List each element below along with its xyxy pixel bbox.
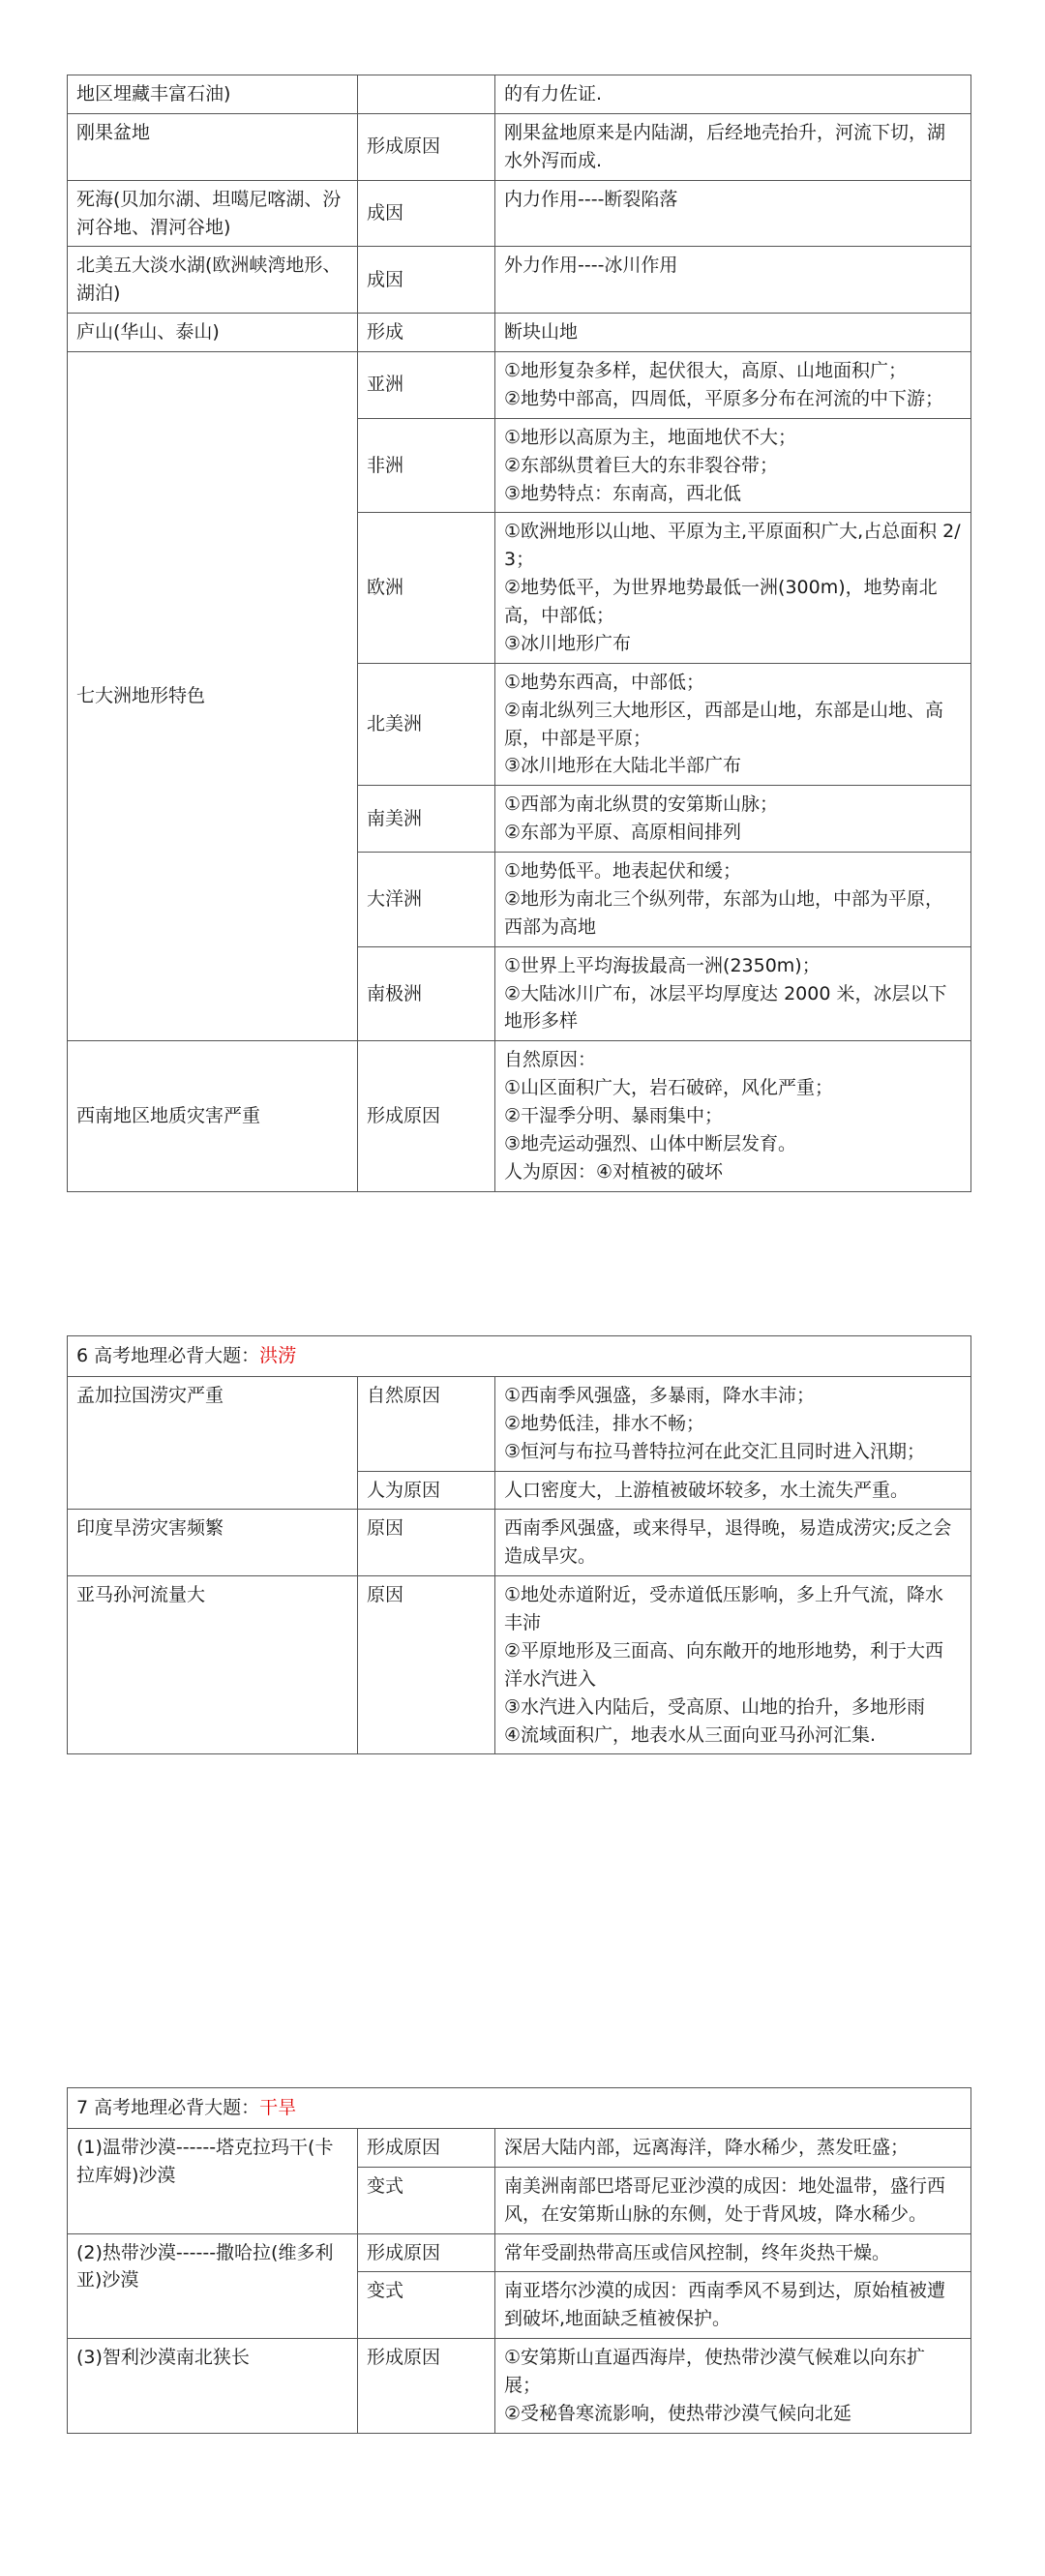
content-line: 人口密度大，上游植被破坏较多，水土流失严重。 — [504, 1479, 910, 1501]
content-line: ③水汽进入内陆后，受高原、山地的抬升，多地形雨 — [504, 1695, 926, 1718]
continent-name: 北美洲 — [358, 663, 495, 786]
row-content — [495, 2167, 971, 2233]
content-line: 人为原因：④对植被的破坏 — [504, 1160, 724, 1183]
row-content — [495, 1510, 971, 1576]
row-label: 形成 — [358, 314, 495, 352]
content-line: ②地势中部高，四周低，平原多分布在河流的中下游； — [504, 387, 944, 409]
continent-name: 南极洲 — [358, 946, 495, 1041]
flood-header-prefix: 6 高考地理必背大题： — [76, 1345, 260, 1366]
row-content — [495, 2272, 971, 2339]
content-line: 内力作用----断裂陷落 — [504, 188, 678, 210]
content-line: 外力作用----冰川作用 — [504, 255, 678, 277]
continent-features — [495, 946, 971, 1041]
table-row — [68, 2339, 971, 2434]
content-line: 南亚塔尔沙漠的成因：西南季风不易到达，原始植被遭到破坏,地面缺乏植被保护。 — [504, 2280, 946, 2330]
row-subject: (3)智利沙漠南北狭长 — [68, 2339, 358, 2434]
table-row — [68, 1576, 971, 1754]
content-line: 深居大陆内部，远离海洋，降水稀少，蒸发旺盛； — [504, 2136, 910, 2158]
drought-table — [67, 2087, 971, 2434]
content-line: ②地势低平，为世界地势最低一洲(300m)，地势南北高，中部低； — [504, 577, 938, 626]
row-label: 成因 — [358, 180, 495, 247]
flood-table-header — [68, 1336, 971, 1377]
row-label: 原因 — [358, 1576, 495, 1754]
table-row — [68, 1510, 971, 1576]
row-subject: 印度旱涝灾害频繁 — [68, 1510, 358, 1576]
content-line: 断块山地 — [504, 321, 579, 344]
row-subject: 孟加拉国涝灾严重 — [68, 1376, 358, 1510]
content-line: ④流域面积广，地表水从三面向亚马孙河汇集. — [504, 1723, 877, 1746]
continent-name: 南美洲 — [358, 786, 495, 853]
row-content — [495, 2233, 971, 2272]
content-line: ②受秘鲁寒流影响，使热带沙漠气候向北延 — [504, 2402, 852, 2424]
content-line: ③冰川地形在大陆北半部广布 — [504, 755, 742, 777]
content-line: ③冰川地形广布 — [504, 632, 632, 654]
content-line: ②大陆冰川广布，冰层平均厚度达 2000 米，冰层以下地形多样 — [504, 982, 947, 1033]
content-line: ①地势低平。地表起伏和缓； — [504, 860, 742, 882]
row-subject: (2)热带沙漠------撒哈拉(维多利亚)沙漠 — [68, 2233, 358, 2339]
row-content — [495, 247, 971, 314]
continent-features — [495, 352, 971, 419]
drought-header-topic: 干旱 — [259, 2097, 297, 2118]
row-content — [495, 113, 971, 180]
content-line: 常年受副热带高压或信风控制，终年炎热干燥。 — [504, 2241, 891, 2263]
content-line: ①山区面积广大，岩石破碎，风化严重； — [504, 1077, 834, 1099]
row-label: 形成原因 — [358, 113, 495, 180]
content-line: 的有力佐证. — [504, 83, 603, 105]
row-label: 原因 — [358, 1510, 495, 1576]
row-content — [495, 1376, 971, 1471]
table-row — [68, 1376, 971, 1471]
flood-table — [67, 1335, 971, 1754]
row-label — [358, 75, 495, 114]
row-content — [495, 75, 971, 114]
table-row — [68, 75, 971, 114]
content-line: ②南北纵列三大地形区，西部是山地，东部是山地、高原，中部是平原； — [504, 699, 944, 749]
continent-name: 大洋洲 — [358, 853, 495, 947]
row-content — [495, 1576, 971, 1754]
continent-features — [495, 418, 971, 513]
content-line: ①欧洲地形以山地、平原为主,平原面积广大,占总面积 2/3； — [504, 521, 961, 571]
content-line: ③恒河与布拉马普特拉河在此交汇且同时进入汛期； — [504, 1440, 926, 1462]
content-line: ②地形为南北三个纵列带，东部为山地，中部为平原，西部为高地 — [504, 887, 944, 938]
row-content — [495, 2339, 971, 2434]
row-content — [495, 1041, 971, 1191]
content-line: ①安第斯山直逼西海岸，使热带沙漠气候难以向东扩展； — [504, 2347, 926, 2396]
row-label: 自然原因 — [358, 1376, 495, 1471]
continent-features — [495, 663, 971, 786]
row-subject: 亚马孙河流量大 — [68, 1576, 358, 1754]
content-line: ①世界上平均海拔最高一洲(2350m)； — [504, 954, 821, 976]
row-subject: 庐山(华山、泰山) — [68, 314, 358, 352]
drought-header-prefix: 7 高考地理必背大题： — [76, 2097, 260, 2118]
content-line: 西南季风强盛，或来得早，退得晚，易造成涝灾;反之会造成旱灾。 — [504, 1517, 952, 1568]
content-line: ③地势特点：东南高，西北低 — [504, 482, 742, 504]
flood-header-topic: 洪涝 — [259, 1345, 297, 1366]
content-line: ②东部为平原、高原相间排列 — [504, 822, 742, 844]
row-content — [495, 314, 971, 352]
content-line: ①西部为南北纵贯的安第斯山脉； — [504, 794, 779, 816]
row-label: 成因 — [358, 247, 495, 314]
row-subject: 北美五大淡水湖(欧洲峡湾地形、湖泊) — [68, 247, 358, 314]
content-line: ①西南季风强盛，多暴雨，降水丰沛； — [504, 1384, 816, 1406]
content-line: ③地壳运动强烈、山体中断层发育。 — [504, 1132, 797, 1154]
continent-features — [495, 513, 971, 663]
row-content — [495, 180, 971, 247]
content-line: ①地势东西高，中部低； — [504, 671, 705, 693]
content-line: ①地形以高原为主，地面地伏不大； — [504, 426, 797, 448]
row-label: 形成原因 — [358, 1041, 495, 1191]
row-label: 形成原因 — [358, 2128, 495, 2167]
continent-name: 非洲 — [358, 418, 495, 513]
row-content — [495, 1471, 971, 1510]
content-line: ②东部纵贯着巨大的东非裂谷带； — [504, 454, 779, 476]
table-row — [68, 113, 971, 180]
content-line: ②地势低洼，排水不畅； — [504, 1412, 705, 1434]
continent-name: 亚洲 — [358, 352, 495, 419]
content-line: ①地处赤道附近，受赤道低压影响，多上升气流，降水丰沛 — [504, 1584, 944, 1633]
drought-table-header — [68, 2088, 971, 2129]
row-label: 形成原因 — [358, 2233, 495, 2272]
row-subject: 地区埋藏丰富石油) — [68, 75, 358, 114]
content-line: 南美洲南部巴塔哥尼亚沙漠的成因：地处温带，盛行西风，在安第斯山脉的东侧，处于背风坡，降水稀少。 — [504, 2174, 946, 2225]
row-subject: 西南地区地质灾害严重 — [68, 1041, 358, 1191]
row-subject: 死海(贝加尔湖、坦噶尼喀湖、汾河谷地、渭河谷地) — [68, 180, 358, 247]
row-label: 变式 — [358, 2272, 495, 2339]
row-subject: (1)温带沙漠------塔克拉玛干(卡拉库姆)沙漠 — [68, 2128, 358, 2233]
row-subject: 刚果盆地 — [68, 113, 358, 180]
row-label: 形成原因 — [358, 2339, 495, 2434]
table-row — [68, 2128, 971, 2167]
table-row — [68, 247, 971, 314]
row-label: 人为原因 — [358, 1471, 495, 1510]
table-row — [68, 180, 971, 247]
content-line: ②平原地形及三面高、向东敞开的地形地势，利于大西洋水汽进入 — [504, 1639, 944, 1690]
continent-features — [495, 786, 971, 853]
content-line: ①地形复杂多样，起伏很大，高原、山地面积广； — [504, 360, 908, 381]
table-row — [68, 314, 971, 352]
continent-row — [68, 352, 971, 419]
continent-name: 欧洲 — [358, 513, 495, 663]
table-row — [68, 2233, 971, 2272]
row-content — [495, 2128, 971, 2167]
row-label: 变式 — [358, 2167, 495, 2233]
table-row — [68, 1041, 971, 1191]
continent-features — [495, 853, 971, 947]
landform-table — [67, 75, 971, 1192]
content-line: 自然原因： — [504, 1049, 597, 1071]
continents-label: 七大洲地形特色 — [68, 352, 358, 1041]
content-line: ②干湿季分明、暴雨集中； — [504, 1105, 724, 1126]
content-line: 刚果盆地原来是内陆湖，后经地壳抬升，河流下切，湖水外泻而成. — [504, 121, 946, 171]
